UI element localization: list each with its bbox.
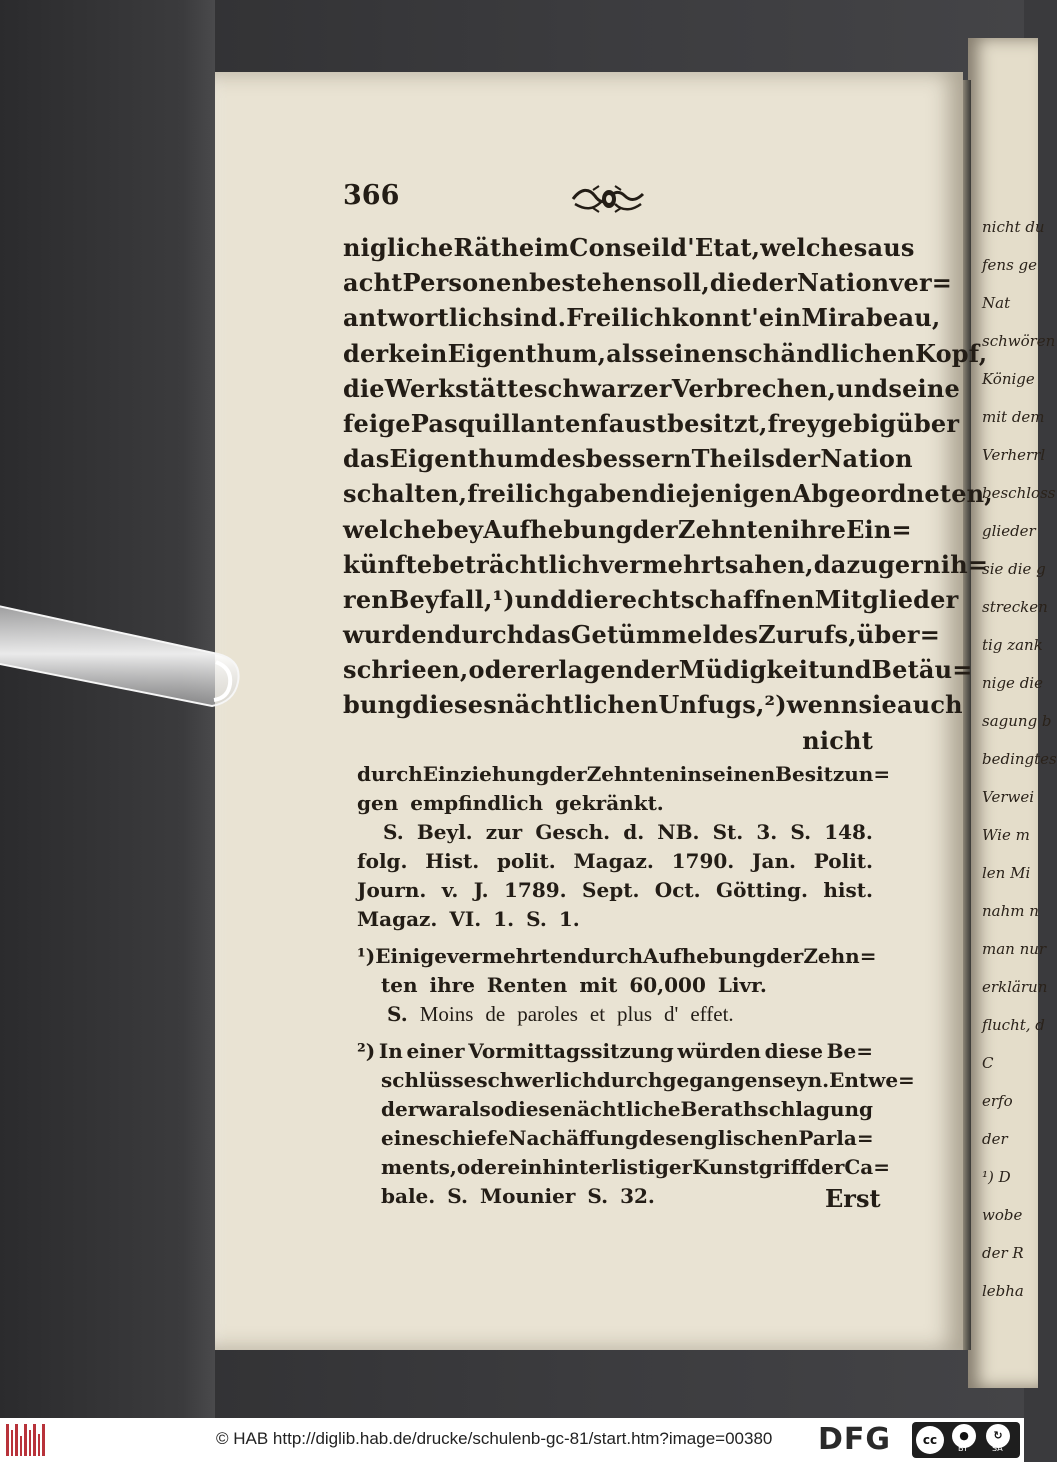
- word: d': [664, 1002, 679, 1026]
- word: d.: [623, 820, 645, 844]
- word: zur: [485, 820, 523, 844]
- word: Zehn=: [803, 944, 877, 968]
- word: schrieen,: [343, 655, 469, 685]
- word: Müdigkeit: [678, 655, 820, 685]
- word: ein: [507, 1155, 543, 1179]
- word: Polit.: [813, 849, 873, 873]
- word: besitzt,: [667, 408, 768, 438]
- word: bey: [436, 514, 484, 544]
- word: künfte: [343, 549, 433, 579]
- footnote-line: [357, 1095, 873, 1124]
- word: S.: [447, 1184, 468, 1208]
- word: Nation: [820, 444, 913, 474]
- text-line: [343, 512, 912, 547]
- word: 148.: [824, 820, 873, 844]
- word: In: [378, 1039, 403, 1063]
- word: ¹): [357, 944, 376, 968]
- facing-page-text: nahm n: [982, 902, 1039, 920]
- facing-page-text: C: [982, 1054, 994, 1072]
- word: Eigenthum: [389, 444, 540, 474]
- facing-page-text: der: [982, 1130, 1008, 1148]
- body-text: [343, 230, 993, 758]
- word: Zehnten: [586, 762, 680, 786]
- word: ihre: [790, 514, 847, 544]
- word: freilich: [467, 479, 567, 509]
- word: Kopf,: [915, 338, 988, 368]
- facing-page-text: Verwei: [982, 788, 1035, 806]
- word: der: [807, 1155, 845, 1179]
- word: Pasquillantenfaust: [410, 408, 668, 438]
- word: dazu: [813, 549, 878, 579]
- word: eine: [381, 1126, 429, 1150]
- footnote-line: [357, 847, 873, 876]
- word: das: [343, 444, 390, 474]
- word: englischen: [676, 1126, 799, 1150]
- footnote-line: [357, 1000, 873, 1029]
- word: soll,: [652, 268, 710, 298]
- word: de: [485, 1002, 506, 1026]
- sa-label: SA: [992, 1444, 1003, 1453]
- word: Magaz.: [573, 849, 654, 873]
- word: diejenigen: [649, 479, 793, 509]
- word: Magaz.: [357, 907, 438, 931]
- word: 1.: [558, 907, 580, 931]
- facing-page-text: beschloss: [982, 484, 1056, 502]
- word: 1790.: [671, 849, 735, 873]
- word: schalten,: [343, 479, 468, 509]
- copyright-link[interactable]: © HAB http://diglib.hab.de/drucke/schulenb-gc-81/start.htm?image=00380: [216, 1429, 773, 1448]
- word: Parla=: [798, 1126, 874, 1150]
- word: Mounier: [479, 1184, 576, 1208]
- word: des: [539, 444, 586, 474]
- word: Berathschlagung: [680, 1097, 874, 1121]
- text-line: [343, 652, 973, 687]
- word: Mirabeau,: [801, 303, 941, 333]
- word: ver=: [889, 268, 953, 298]
- word: freygebig: [767, 408, 897, 438]
- text-line: [343, 406, 960, 441]
- word: bestehen: [529, 268, 653, 298]
- word: konnt': [671, 303, 759, 333]
- word: Zehnten: [677, 514, 791, 544]
- word: seinen: [701, 762, 776, 786]
- word: St.: [712, 820, 744, 844]
- word: folg.: [357, 849, 408, 873]
- word: die: [709, 268, 752, 298]
- text-line: [343, 441, 913, 476]
- word: ein: [758, 303, 802, 333]
- word: Conseil: [569, 233, 671, 262]
- word: Verbrechen,: [671, 373, 837, 403]
- word: die: [567, 584, 609, 614]
- word: des: [711, 620, 759, 650]
- word: war: [418, 1097, 459, 1121]
- footnote-line: [357, 818, 873, 847]
- word: der: [751, 268, 797, 298]
- by-icon: ●: [952, 1424, 976, 1448]
- word: feige: [343, 408, 411, 438]
- word: welche: [343, 514, 437, 544]
- word: wenn: [786, 690, 859, 720]
- word: der: [381, 1097, 419, 1121]
- word: d': [670, 233, 695, 262]
- word: vermehrt: [599, 549, 725, 579]
- text-line: [343, 723, 873, 758]
- word: und: [836, 373, 889, 403]
- facing-page-text: len Mi: [982, 864, 1031, 882]
- word: polit.: [497, 849, 556, 873]
- footnotes: [357, 760, 915, 1211]
- page-clip-holder: [0, 590, 250, 710]
- word: Beyl.: [416, 820, 473, 844]
- word: plus: [617, 1002, 653, 1026]
- page-number: 366: [343, 180, 400, 211]
- word: erlagen: [530, 655, 634, 685]
- word: gaben: [566, 479, 650, 509]
- word: Aufhebung: [643, 944, 767, 968]
- word: Kunstgriff: [692, 1155, 808, 1179]
- facing-page-text: bedingtes: [982, 750, 1057, 768]
- word: NB.: [657, 820, 700, 844]
- sa-icon: ↻: [986, 1424, 1010, 1448]
- word: 32.: [620, 1184, 655, 1208]
- facing-page-text: Könige: [982, 370, 1035, 388]
- word: Aufhebung: [483, 514, 633, 544]
- facing-page-text: lebha: [982, 1282, 1024, 1300]
- word: der: [632, 514, 678, 544]
- word: als: [606, 338, 645, 368]
- facing-page-text: man nur: [982, 940, 1047, 958]
- word: im: [534, 233, 570, 262]
- word: schwerlich: [476, 1068, 597, 1092]
- word: durch: [444, 620, 525, 650]
- word: Nation: [796, 268, 890, 298]
- text-line: [343, 617, 941, 652]
- word: nächtlichen: [496, 690, 659, 720]
- word: Theils: [691, 444, 776, 474]
- word: der: [633, 655, 679, 685]
- word: durch: [577, 944, 644, 968]
- word: Moins: [419, 1002, 474, 1026]
- word: ren: [343, 584, 389, 614]
- word: diese: [504, 1097, 563, 1121]
- word: Renten: [486, 973, 568, 997]
- word: hinterlistiger: [542, 1155, 693, 1179]
- word: Be=: [826, 1039, 873, 1063]
- text-line: [343, 265, 953, 300]
- word: 60,000: [629, 973, 706, 997]
- facing-page-text: nige die: [982, 674, 1043, 692]
- word: Unfugs,: [658, 690, 765, 720]
- footnote-line: [357, 789, 873, 818]
- word: durch: [357, 762, 423, 786]
- word: S.: [387, 1002, 408, 1026]
- word: 1789.: [504, 878, 567, 902]
- text-line: [343, 300, 941, 335]
- footnote-line: [357, 942, 877, 971]
- word: schändlichen: [734, 338, 916, 368]
- word: Journ.: [357, 878, 427, 902]
- word: sie: [858, 690, 897, 720]
- word: auch: [896, 690, 963, 720]
- word: Nachäffung: [508, 1126, 639, 1150]
- word: S.: [587, 1184, 609, 1208]
- word: sahen,: [724, 549, 814, 579]
- cc-icon: cc: [916, 1426, 944, 1454]
- footnote-line: [357, 1037, 873, 1066]
- word: ih=: [940, 549, 989, 579]
- word: Sept.: [582, 878, 640, 902]
- word: der: [766, 944, 804, 968]
- word: Götting.: [716, 878, 808, 902]
- word: Beyfall,: [388, 584, 493, 614]
- facing-page-text: der R: [982, 1244, 1024, 1262]
- word: ¹): [492, 584, 515, 614]
- word: und: [514, 584, 568, 614]
- word: S.: [526, 907, 547, 931]
- facing-page-text: strecken: [982, 598, 1048, 616]
- word: Etat,: [694, 233, 761, 262]
- text-line: [343, 230, 915, 265]
- word: S.: [790, 820, 812, 844]
- word: oder: [456, 1155, 508, 1179]
- word: in: [679, 762, 702, 786]
- word: bung: [343, 690, 413, 720]
- word: bale.: [381, 1184, 436, 1208]
- footnote-line: [357, 1153, 891, 1182]
- word: und: [819, 655, 872, 685]
- word: vermehrten: [446, 944, 578, 968]
- word: wurden: [343, 620, 445, 650]
- license-badge[interactable]: [912, 1422, 1020, 1458]
- word: dieses: [412, 690, 497, 720]
- facing-page-text: erklärun: [982, 978, 1048, 996]
- word: aus: [867, 233, 915, 262]
- word: Zurufs,: [758, 620, 857, 650]
- word: et: [589, 1002, 606, 1026]
- word: über: [896, 408, 960, 438]
- word: also: [458, 1097, 505, 1121]
- word: antwortlich: [343, 303, 500, 333]
- word: 3.: [756, 820, 778, 844]
- word: rechtschaffnen: [608, 584, 815, 614]
- ornament-icon: [571, 182, 645, 216]
- word: ments,: [381, 1155, 457, 1179]
- word: einer: [406, 1039, 465, 1063]
- word: J.: [473, 878, 489, 902]
- word: schwarzer: [533, 373, 672, 403]
- facing-page-text: glieder: [982, 522, 1036, 540]
- book-page: [215, 72, 993, 1350]
- word: S.: [383, 820, 404, 844]
- word: schlüsse: [381, 1068, 477, 1092]
- hab-logo-icon: [6, 1424, 50, 1456]
- word: beträchtlich: [432, 549, 600, 579]
- word: Abgeordneten,: [792, 479, 993, 509]
- word: durchgegangen: [596, 1068, 772, 1092]
- word: VI.: [449, 907, 482, 931]
- word: gekränkt.: [555, 791, 664, 815]
- page-gutter: [963, 80, 971, 1350]
- word: Hist.: [425, 849, 480, 873]
- word: Freilich: [566, 303, 672, 333]
- word: seinen: [645, 338, 735, 368]
- word: 1.: [493, 907, 515, 931]
- word: kein: [388, 338, 448, 368]
- word: gern: [877, 549, 941, 579]
- facing-page-text: Nat: [982, 294, 1011, 312]
- facing-page-text: Wie m: [982, 826, 1030, 844]
- word: sind.: [499, 303, 567, 333]
- word: der: [549, 762, 587, 786]
- word: v.: [441, 878, 459, 902]
- word: der: [343, 338, 389, 368]
- facing-page-text: fens ge: [982, 256, 1038, 274]
- word: diese: [764, 1039, 823, 1063]
- footnote-line: [357, 1066, 915, 1095]
- word: mit: [579, 973, 618, 997]
- text-line: [343, 371, 960, 406]
- facing-page-text: wobe: [982, 1206, 1023, 1224]
- footer-bar: [0, 1418, 1024, 1462]
- text-line: [343, 336, 988, 371]
- word: Gesch.: [535, 820, 611, 844]
- facing-page-text: flucht, d: [982, 1016, 1045, 1034]
- word: paroles: [517, 1002, 578, 1026]
- word: gen: [357, 791, 399, 815]
- word: die: [343, 373, 385, 403]
- footnote-line: [357, 905, 873, 934]
- word: bessern: [585, 444, 692, 474]
- word: Einige: [375, 944, 447, 968]
- word: ²): [764, 690, 787, 720]
- word: Livr.: [717, 973, 767, 997]
- text-line: [343, 582, 959, 617]
- word: acht: [343, 268, 403, 298]
- facing-page-fragment: [968, 38, 1057, 1388]
- by-label: BY: [958, 1444, 968, 1453]
- word: Personen: [402, 268, 530, 298]
- word: über=: [856, 620, 941, 650]
- word: Ein=: [846, 514, 912, 544]
- catchword: Erst: [825, 1184, 881, 1213]
- word: Räthe: [453, 233, 535, 262]
- footnote-line: [357, 1124, 873, 1153]
- word: ten: [381, 973, 418, 997]
- footnote-line: [357, 971, 873, 1000]
- word: Mitglieder: [814, 584, 959, 614]
- word: ²): [357, 1039, 376, 1063]
- word: Vormittagssitzung: [468, 1039, 674, 1063]
- footnote-line: [357, 876, 873, 905]
- word: nigliche: [343, 233, 454, 262]
- word: des: [638, 1126, 677, 1150]
- word: Ca=: [844, 1155, 891, 1179]
- facing-page-text: ¹) D: [982, 1168, 1011, 1186]
- dfg-logo: DFG: [818, 1422, 892, 1457]
- facing-page-text: schwören: [982, 332, 1056, 350]
- page-header: [343, 180, 873, 220]
- word: seine: [888, 373, 960, 403]
- word: Betäu=: [871, 655, 973, 685]
- footnote-line: [357, 760, 891, 789]
- word: empfindlich: [410, 791, 544, 815]
- word: effet.: [690, 1002, 734, 1026]
- word: Einziehung: [422, 762, 550, 786]
- footnote-line: [357, 1182, 873, 1211]
- facing-page-text: sie die g: [982, 560, 1046, 578]
- word: schiefe: [428, 1126, 509, 1150]
- word: ihre: [429, 973, 475, 997]
- word: würden: [677, 1039, 761, 1063]
- word: seyn.: [771, 1068, 830, 1092]
- word: nächtliche: [562, 1097, 681, 1121]
- facing-page-text: Verherrl: [982, 446, 1046, 464]
- text-line: [343, 476, 993, 511]
- word: nicht: [802, 725, 873, 755]
- text-line: [343, 687, 963, 722]
- word: der: [775, 444, 821, 474]
- word: das: [524, 620, 571, 650]
- word: welches: [760, 233, 868, 262]
- word: Oct.: [654, 878, 701, 902]
- word: Werkstätte: [384, 373, 534, 403]
- facing-page-text: nicht du: [982, 218, 1045, 236]
- facing-page-text: mit dem: [982, 408, 1045, 426]
- facing-page-text: erfo: [982, 1092, 1013, 1110]
- word: Entwe=: [829, 1068, 915, 1092]
- facing-page-text: tig zank: [982, 636, 1043, 654]
- facing-page-text: sagung b: [982, 712, 1052, 730]
- word: Eigenthum,: [447, 338, 607, 368]
- word: Besitzun=: [775, 762, 891, 786]
- word: oder: [468, 655, 530, 685]
- word: Jan.: [752, 849, 796, 873]
- text-line: [343, 547, 989, 582]
- word: Getümmel: [570, 620, 712, 650]
- word: hist.: [823, 878, 873, 902]
